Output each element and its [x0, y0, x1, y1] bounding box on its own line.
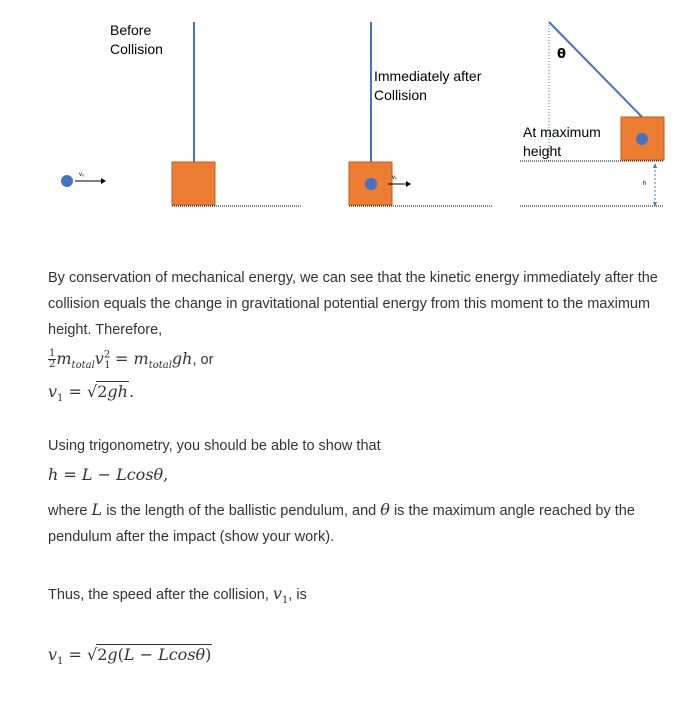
speed-paragraph: Thus, the speed after the collision, $v_1$, is: [48, 584, 307, 606]
max-label-line2: height: [523, 143, 562, 159]
or-connector: , or: [192, 352, 214, 368]
final-velocity-equation: $v_1 = √2g(L - Lcos\theta)$: [48, 645, 212, 668]
height-arrowhead-up: [653, 163, 657, 168]
trigonometry-paragraph: Using trigonometry, you should be able to show that: [48, 438, 381, 454]
theta-angle-label: θ: [557, 47, 566, 62]
length-description: is the length of the ballistic pendulum, and: [106, 503, 377, 519]
speed-text-end: , is: [288, 587, 307, 603]
embedded-ball-after: [365, 178, 377, 190]
velocity-arrowhead-v1: [406, 181, 411, 187]
after-label-line2: Collision: [374, 87, 427, 103]
energy-equation: $\frac{1}{2}$ $m_{total}v^2_1 = m_{total}gh$, or: [49, 348, 214, 372]
ballistic-pendulum-diagram: [0, 0, 689, 225]
before-label-line2: Collision: [110, 41, 163, 57]
energy-conservation-paragraph: By conservation of mechanical energy, we can see that the kinetic energy immediately after the collision equals the change in gravitational potential energy from this moment to the maximum height. Therefore,: [48, 270, 658, 338]
one-half-fraction: $\frac{1}{2}$: [49, 348, 56, 371]
projectile-ball-before: [61, 175, 73, 187]
pendulum-block-before: [172, 162, 215, 205]
theta-symbol: θ: [380, 500, 390, 519]
where-text: where: [48, 503, 88, 519]
velocity-arrowhead-v0: [101, 178, 106, 184]
h-label: h: [643, 181, 647, 187]
speed-text: Thus, the speed after the collision,: [48, 587, 269, 603]
velocity-equation-1: $v_1 = √2gh$.: [48, 382, 135, 405]
definition-paragraph: [48, 497, 668, 550]
pendulum-rod-max: [549, 22, 642, 117]
angle-description: is the maximum angle reached by the pendulum after the impact (show your work).: [48, 503, 635, 545]
embedded-ball-max: [636, 133, 648, 145]
diagram-svg: [0, 0, 689, 225]
v1-label: v₁: [392, 175, 398, 181]
height-equation: h = L − Lcosθ,: [48, 465, 169, 484]
v0-label: v₀: [79, 172, 85, 178]
L-symbol: L: [91, 500, 103, 519]
max-label-line1: At maximum: [523, 124, 601, 140]
after-label-line1: Immediately after: [374, 68, 482, 84]
before-label-line1: Before: [110, 22, 152, 38]
